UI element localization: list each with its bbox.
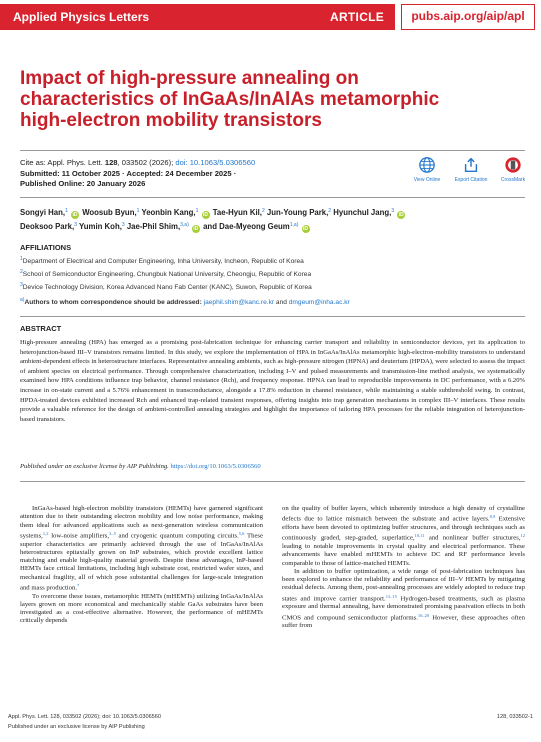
body-text: and nonlinear buffer structures, — [424, 534, 521, 542]
doi-link[interactable]: doi: 10.1063/5.0306560 — [175, 158, 256, 167]
page-footer — [8, 712, 533, 732]
author[interactable]: Jae-Phil Shim,$^{3,a)}$ iD — [126, 222, 199, 232]
reference-link[interactable]: 5,6 — [238, 530, 245, 536]
reference-link[interactable]: 12 — [520, 533, 526, 539]
author[interactable]: Hyunchul Jang,$^3$ iD — [333, 208, 404, 218]
orcid-icon[interactable]: iD — [203, 212, 209, 218]
doi-url-link[interactable]: https://doi.org/10.1063/5.0306560 — [170, 463, 261, 470]
divider — [20, 150, 525, 151]
reference-link[interactable]: 13–15 — [385, 593, 397, 599]
author[interactable]: Tae-Hyun Kil,$^2$ — [212, 208, 265, 217]
globe-icon — [418, 156, 436, 174]
body-text: on the quality of buffer layers, which inherently introduce a high density of crystalline defects due to lattice mismatch between the substrate and active layers. — [282, 505, 525, 523]
body-text: leading to notable improvements in crystal quality and electrical performance. These advancements have enabled mHEMTs to achieve DC and RF performance levels comparable to those of lattice-matched HEMTs. — [282, 543, 525, 567]
body-column-left — [20, 505, 263, 626]
body-text: low-noise amplifiers, — [48, 532, 110, 540]
reference-link[interactable]: 1,2 — [42, 530, 49, 536]
citation-block — [20, 158, 255, 190]
body-paragraph — [20, 505, 263, 593]
reference-link[interactable]: 3–5 — [109, 530, 116, 536]
body-paragraph — [282, 568, 525, 631]
email-link[interactable]: jaephil.shim@kanc.re.kr — [203, 299, 275, 306]
reference-link[interactable]: 16–20 — [417, 612, 430, 618]
article-title: Impact of high-pressure annealing on characteristics of InGaAs/InAlAs metamorphic high-electron mobility transistors — [20, 68, 440, 131]
cite-suffix: , 033502 (2026); — [117, 158, 176, 167]
reference-link[interactable]: 8,9 — [489, 514, 496, 520]
footer-license: Published under an exclusive license by AIP Publishing — [8, 724, 145, 730]
reference-link[interactable]: 10,11 — [414, 533, 425, 539]
author[interactable]: Deoksoo Park,$^3$ — [20, 222, 77, 231]
body-column-right — [282, 505, 525, 631]
author[interactable]: Yeonbin Kang,$^1$ iD — [141, 208, 209, 218]
abstract-text: High-pressure annealing (HPA) has emerged as a promising post-fabrication technique for enhancing carrier transport and reliability in semiconductor devices, yet its application to heterojunction-based III–V transistors remains limited. In this study, we explore the implementation of HPA in InGaAs/InAlAs metamorphic high-electron-mobility transistors to understand ambient-dependent effects in heterostructure interfaces. Representative annealing ambients, such as high-pressure nitrogen (HPNA) and deuterium (HPDA), were selected to assess the impact of ambient species on electrical performance. Through comprehensive characterization, including I–V and pulsed measurements and transmission-line method analysis, we systematically examined how HPA conditions influence trap behavior, channel resistance (Rch), and frequency response. HPNA can lead to reproducible improvements in DC performance, with a 6.20% increase in on-state current and a 5.76% enhancement in transconductance, alongside a 17.8% reduction in channel resistance, while maintaining a stable subthreshold swing. In contrast, HPDA-treated devices exhibited increased Rch and enhanced trap-related transient responses, offering insights into trap generation mechanisms in complex III–V interfaces. These results provide a valuable reference for the design of ambient-controlled annealing strategies and highlight the importance of tailoring HPA processes for the reliable integration of heterojunction-based transistors. — [20, 339, 525, 423]
cite-prefix: Cite as: Appl. Phys. Lett. — [20, 158, 105, 167]
author[interactable]: Woosub Byun,$^1$ — [82, 208, 140, 217]
export-icon — [462, 156, 480, 174]
correspondence-label: Authors to whom correspondence should be addressed: — [24, 299, 204, 306]
author[interactable]: Songyi Han,$^1$ iD — [20, 208, 78, 218]
journal-header — [0, 0, 541, 38]
affiliations-heading: AFFILIATIONS — [20, 243, 72, 252]
export-citation-label: Export Citation — [454, 177, 488, 183]
cite-volume: 128 — [104, 158, 118, 167]
orcid-icon[interactable]: iD — [303, 226, 309, 232]
journal-url-link[interactable]: pubs.aip.org/aip/apl — [401, 4, 535, 30]
orcid-icon[interactable]: iD — [72, 212, 78, 218]
body-paragraph — [282, 505, 525, 568]
author[interactable]: Jun-Young Park,$^2$ — [266, 208, 332, 217]
body-text: and cryogenic quantum computing circuits. — [115, 532, 239, 540]
crossmark-button[interactable] — [493, 156, 533, 183]
divider — [20, 481, 525, 482]
body-text: To overcome these issues, metamorphic HEMTs (mHEMTs) utilizing InGaAs/InAlAs layers grown on more economical and mechanically stable GaAs substrates have been investigated as a cost-effective alternative. However, the performance of mHEMTs critically depends — [20, 592, 263, 625]
affiliation-item: $^1$Department of Electrical and Computer Engineering, Inha University, Incheon, Republic of Korea — [20, 256, 304, 265]
body-text: These superior characteristics are primarily achieved through the use of InGaAs/InAlAs heterostructures epitaxially grown on InP substrates, which provide excellent lattice matching and enable high-quality material growth. Despite these advantages, InP-based HEMTs face critical limitations, including high substrate cost, restricted wafer sizes, and mechanical fragility, all of which pose substantial challenges for large-scale integration and mass production. — [20, 532, 263, 592]
crossmark-icon — [504, 156, 522, 174]
page-number: 128, 033502-1 — [496, 714, 533, 720]
correspondence-line: $^{a)}$Authors to whom correspondence should be addressed: jaephil.shim@kanc.re.kr and dmgeum@inha.ac.kr — [20, 297, 350, 306]
body-text: InGaAs-based high-electron mobility transistors (HEMTs) have garnered significant attention due to their outstanding electron mobility and low noise performance, making them ideal for advanced applications such as next-generation wireless communication systems, — [20, 505, 263, 540]
divider — [20, 197, 525, 198]
abstract-heading: ABSTRACT — [20, 324, 62, 333]
reference-link[interactable]: 7 — [77, 582, 80, 588]
body-text: However, these approaches often suffer from — [282, 614, 525, 630]
journal-name[interactable]: Applied Physics Letters — [13, 10, 150, 24]
footer-citation: Appl. Phys. Lett. 128, 033502 (2026); doi: 10.1063/5.0306560 — [8, 714, 162, 720]
author[interactable]: and Dae-Myeong Geum$^{1,a)}$ iD — [203, 222, 309, 232]
email-link[interactable]: dmgeum@inha.ac.kr — [288, 299, 350, 306]
orcid-icon[interactable]: iD — [398, 212, 404, 218]
affiliation-item: $^2$School of Semiconductor Engineering, Chungbuk National University, Cheongju, Republic of Korea — [20, 269, 312, 278]
body-text: Hydrogen-based treatments, such as plasma exposure and thermal annealing, have demonstrated promising passivation effects in both CMOS and compound semiconductor platforms. — [282, 595, 525, 621]
author-list — [20, 205, 520, 233]
affiliation-item: $^3$Device Technology Division, Korea Advanced Nano Fab Center (KANC), Suwon, Republic of Korea — [20, 282, 312, 291]
view-online-label: View Online — [413, 177, 441, 183]
affiliations-list — [20, 254, 312, 293]
orcid-icon[interactable]: iD — [193, 226, 199, 232]
dates-line: Submitted: 11 October 2025 · Accepted: 24 December 2025 · — [20, 168, 237, 178]
export-citation-button[interactable] — [451, 156, 491, 183]
view-online-button[interactable] — [407, 156, 447, 183]
body-text: In addition to buffer optimization, a wide range of post-fabrication techniques has been explored to enhance the reliability and performance of III–V HEMTs by mitigating residual defects. Among them, post-annealing processes are widely adopted to reduce trap states and improve carrier transport. — [282, 567, 525, 602]
published-line: Published Online: 20 January 2026 — [20, 179, 146, 188]
license-line: Published under an exclusive license by AIP Publishing. https://doi.org/10.1063/5.0306560 — [20, 463, 261, 470]
crossmark-label: CrossMark — [500, 177, 526, 183]
body-paragraph — [20, 593, 263, 626]
divider — [20, 316, 525, 317]
author[interactable]: Yumin Koh,$^3$ — [78, 222, 125, 231]
body-text: Extensive efforts have been devoted to optimizing buffer structures, and through techniques such as continuously graded, step-graded, superlattice, — [282, 515, 525, 542]
article-type-label: ARTICLE — [330, 10, 385, 24]
